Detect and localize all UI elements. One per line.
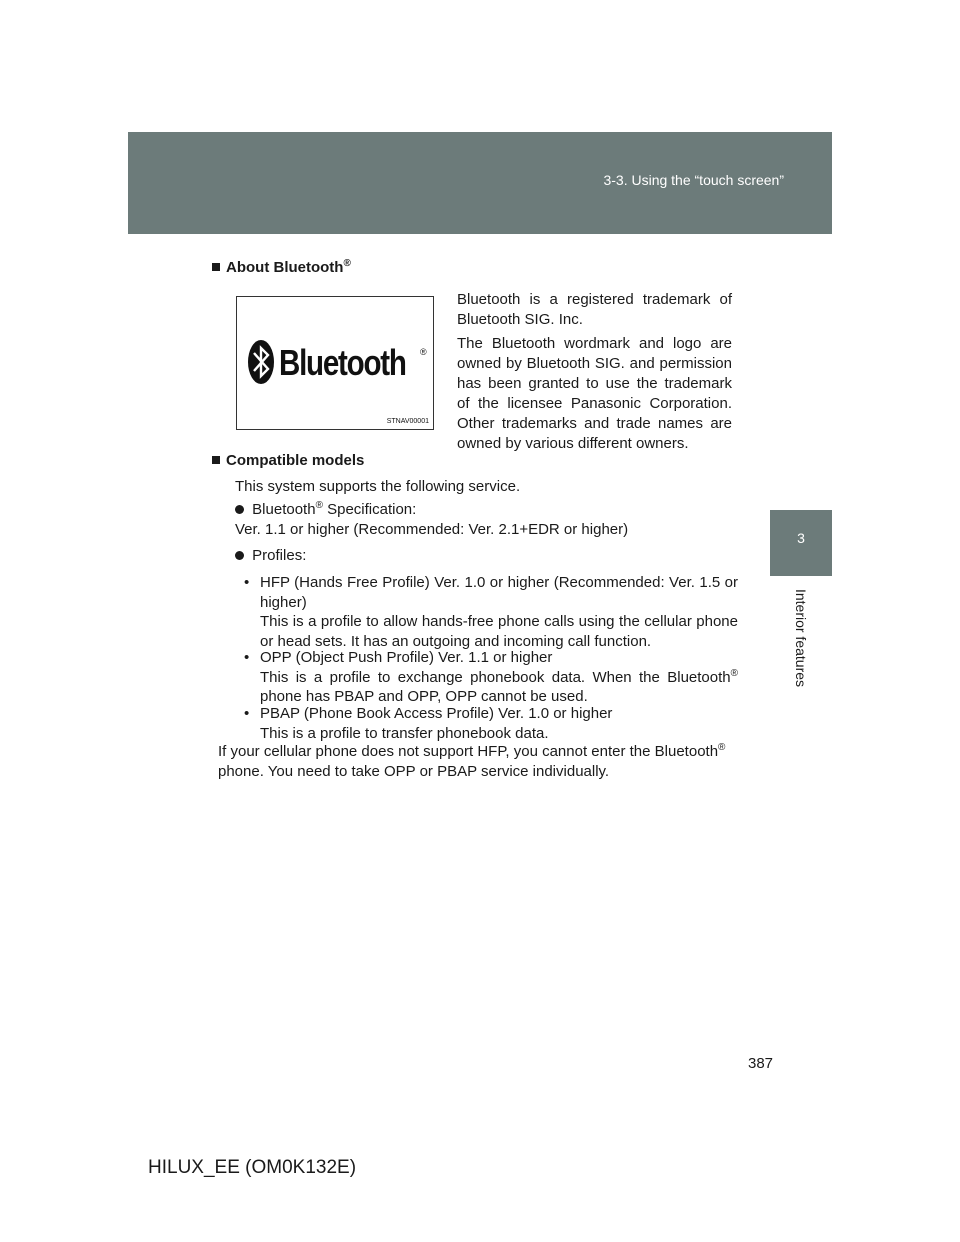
square-bullet-icon	[212, 456, 220, 464]
profiles-item	[235, 546, 306, 566]
bullet-dot: •	[244, 705, 250, 722]
chapter-tab	[770, 510, 832, 576]
spec-value: Ver. 1.1 or higher (Recommended: Ver. 2.1+EDR or higher)	[235, 521, 629, 538]
hfp-note	[218, 742, 738, 782]
bluetooth-wordmark: Bluetooth	[279, 342, 406, 383]
profile-opp-registered-mark: ®	[730, 667, 738, 679]
logo-registered-mark: ®	[420, 347, 427, 357]
square-bullet-icon	[212, 263, 220, 271]
spec-item	[235, 500, 416, 520]
figure-code: STNAV00001	[386, 418, 429, 425]
profile-hfp-text: HFP (Hands Free Profile) Ver. 1.0 or higher (Recommended: Ver. 1.5 or higher) This is a profile to allow hands-free phone calls using the cellular phone or head sets. It has an outgoing and incoming call function.	[260, 574, 738, 650]
section-title: 3-3. Using the “touch screen”	[603, 172, 784, 188]
profile-opp-desc-b: phone has PBAP and OPP, OPP cannot be used.	[260, 688, 588, 705]
spec-suffix: Specification:	[322, 501, 417, 518]
profile-hfp	[244, 573, 738, 651]
header-band	[128, 132, 832, 234]
profile-opp	[244, 648, 738, 707]
chapter-label: Interior features	[793, 588, 809, 688]
trademark-paragraph: Bluetooth is a registered trademark of Bluetooth SIG. Inc.	[457, 291, 732, 328]
chapter-label-container	[770, 578, 832, 698]
registered-mark: ®	[343, 258, 351, 269]
ownership-paragraph: The Bluetooth wordmark and logo are owned by Bluetooth SIG. and permission has been granted to use the trademark of the licensee Panasonic Corporation. Other trademarks and trade names are owned by various different owners.	[457, 335, 732, 452]
compatible-intro: This system supports the following service.	[235, 478, 521, 495]
bluetooth-logo-figure	[236, 296, 434, 430]
profile-pbap-text: PBAP (Phone Book Access Profile) Ver. 1.0 or higher This is a profile to transfer phonebook data.	[260, 705, 613, 742]
spec-label: Bluetooth	[252, 501, 316, 518]
hfp-note-b: phone. You need to take OPP or PBAP service individually.	[218, 763, 610, 780]
about-heading-text: About Bluetooth	[226, 259, 344, 276]
profiles-label: Profiles:	[252, 547, 307, 564]
bullet-dot: •	[244, 649, 250, 666]
about-heading	[212, 259, 351, 276]
chapter-number: 3	[797, 530, 805, 546]
profile-opp-desc-a: This is a profile to exchange phonebook data. When the Bluetooth	[260, 668, 731, 686]
compatible-heading-text: Compatible models	[226, 452, 365, 469]
bullet-dot: •	[244, 574, 250, 591]
profile-opp-title: OPP (Object Push Profile) Ver. 1.1 or higher	[260, 649, 553, 666]
compatible-heading	[212, 452, 364, 469]
bluetooth-rune-icon	[247, 339, 275, 385]
page-number: 387	[748, 1055, 774, 1072]
hfp-note-registered-mark: ®	[718, 742, 726, 753]
profile-opp-text	[260, 648, 738, 707]
spec-registered-mark: ®	[315, 500, 323, 511]
profile-pbap	[244, 704, 738, 743]
hfp-note-a: If your cellular phone does not support HFP, you cannot enter the Bluetooth	[218, 743, 719, 760]
footer-manual-code: HILUX_EE (OM0K132E)	[148, 1157, 357, 1178]
